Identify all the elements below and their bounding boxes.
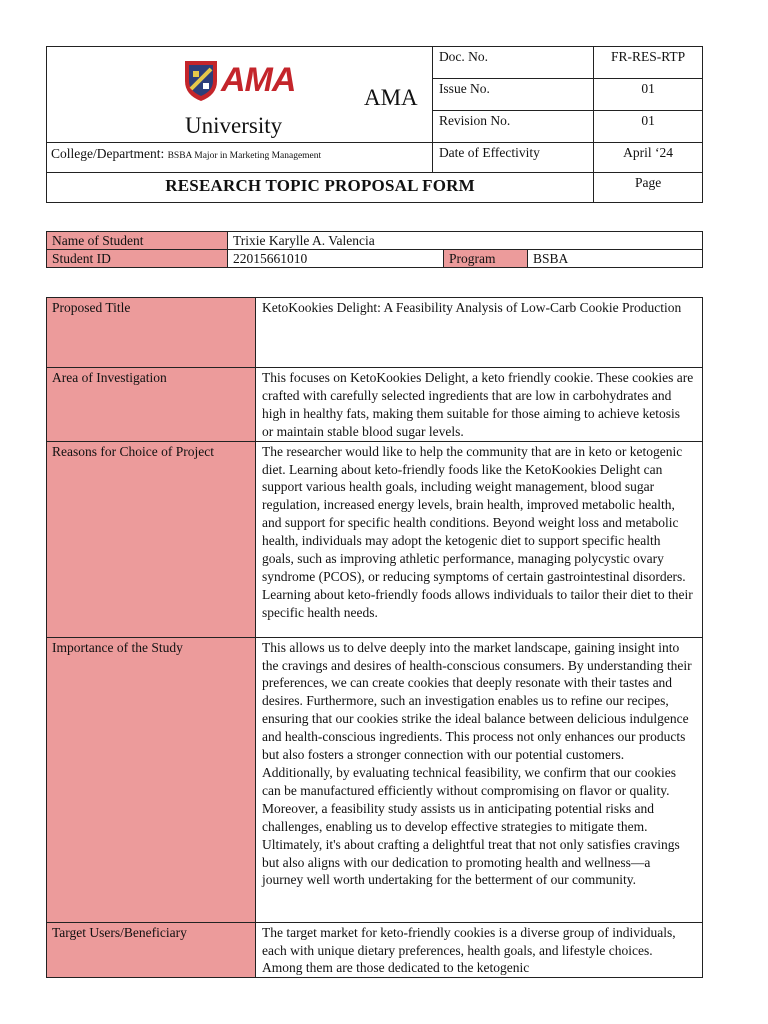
student-id-value: 22015661010 bbox=[228, 250, 444, 268]
issue-value: 01 bbox=[594, 79, 703, 111]
area-of-investigation-label: Area of Investigation bbox=[47, 368, 256, 442]
effectivity-value: April ‘24 bbox=[594, 143, 703, 173]
document-header bbox=[46, 46, 703, 203]
reasons-label: Reasons for Choice of Project bbox=[47, 441, 256, 637]
target-users-text-body: The target market for keto-friendly cookies is a diverse group of individuals, each with unique dietary preferences, health goals, and lifestyle choices. Among them are those dedicated to the ketogenic bbox=[262, 924, 676, 976]
student-name-label: Name of Student bbox=[47, 232, 228, 250]
table-row bbox=[47, 922, 703, 977]
target-users-text bbox=[256, 922, 703, 977]
proposed-title-text: KetoKookies Delight: A Feasibility Analysis of Low-Carb Cookie Production bbox=[256, 298, 703, 368]
proposed-title-label: Proposed Title bbox=[47, 298, 256, 368]
table-row bbox=[47, 298, 703, 368]
issue-label: Issue No. bbox=[432, 79, 593, 111]
form-title: RESEARCH TOPIC PROPOSAL FORM bbox=[47, 173, 594, 203]
revision-value: 01 bbox=[594, 111, 703, 143]
logo-wordmark: AMA bbox=[221, 61, 296, 99]
student-info-table bbox=[46, 231, 703, 268]
student-name-value: Trixie Karylle A. Valencia bbox=[228, 232, 703, 250]
doc-no-value: FR-RES-RTP bbox=[594, 47, 703, 79]
reasons-text: The researcher would like to help the community that are in keto or ketogenic diet. Learning about keto-friendly foods like the KetoKookies Delight can support various health goals, including weight management, blood sugar regulation, increased energy levels, brain health, improved metabolic health, and support for specific health conditions. Beyond weight loss and metabolic health, individuals may adopt the ketogenic diet to support specific health goals, such as improving athletic performance, managing polycystic ovary syndrome (PCOS), or reducing symptoms of certain gastrointestinal disorders. Learning about keto-friendly foods allows individuals to tailor their diet to their specific health needs. bbox=[256, 441, 703, 637]
org-name-line2: University bbox=[185, 113, 283, 138]
program-label: Program bbox=[444, 250, 528, 268]
importance-text: This allows us to delve deeply into the market landscape, gaining insight into the cravings and desires of health-conscious consumers. By understanding their preferences, we can create cookies that deeply resonate with their tastes and desires. Furthermore, such an investigation enables us to refine our recipes, ensuring that our cookies strike the ideal balance between delicious indulgence and health-conscious ingredients. This process not only enhances our products but also fosters a stronger connection with our potential customers. Additionally, by evaluating technical feasibility, we confirm that our cookies can be manufactured efficiently without compromising on flavor or quality. Moreover, a feasibility study assists us in anticipating potential risks and challenges, enabling us to develop effective strategies to mitigate them. Ultimately, it's about crafting a delightful treat that not only satisfies cravings but also aligns with our dedication to promoting health and wellness—a journey well worth undertaking for the betterment of our community. bbox=[256, 637, 703, 922]
area-of-investigation-text: This focuses on KetoKookies Delight, a keto friendly cookie. These cookies are crafted with carefully selected ingredients that are low in carbohydrates and high in healthy fats, making them suitable for those aiming to achieve ketosis or maintain stable blood sugar levels. bbox=[256, 368, 703, 442]
doc-no-label: Doc. No. bbox=[432, 47, 593, 79]
table-row bbox=[47, 368, 703, 442]
revision-label: Revision No. bbox=[432, 111, 593, 143]
department-cell bbox=[47, 143, 433, 173]
ama-logo bbox=[183, 59, 301, 108]
table-row bbox=[47, 637, 703, 922]
importance-label: Importance of the Study bbox=[47, 637, 256, 922]
target-users-label: Target Users/Beneficiary bbox=[47, 922, 256, 977]
effectivity-label: Date of Effectivity bbox=[432, 143, 593, 173]
org-name-line1: AMA bbox=[364, 85, 418, 110]
program-value: BSBA bbox=[528, 250, 703, 268]
table-row bbox=[47, 441, 703, 637]
page-label: Page bbox=[594, 173, 703, 203]
department-value: BSBA Major in Marketing Management bbox=[167, 151, 322, 161]
student-id-label: Student ID bbox=[47, 250, 228, 268]
university-logo-cell bbox=[47, 47, 433, 143]
department-label: College/Department: bbox=[51, 146, 165, 161]
proposal-table bbox=[46, 297, 703, 978]
